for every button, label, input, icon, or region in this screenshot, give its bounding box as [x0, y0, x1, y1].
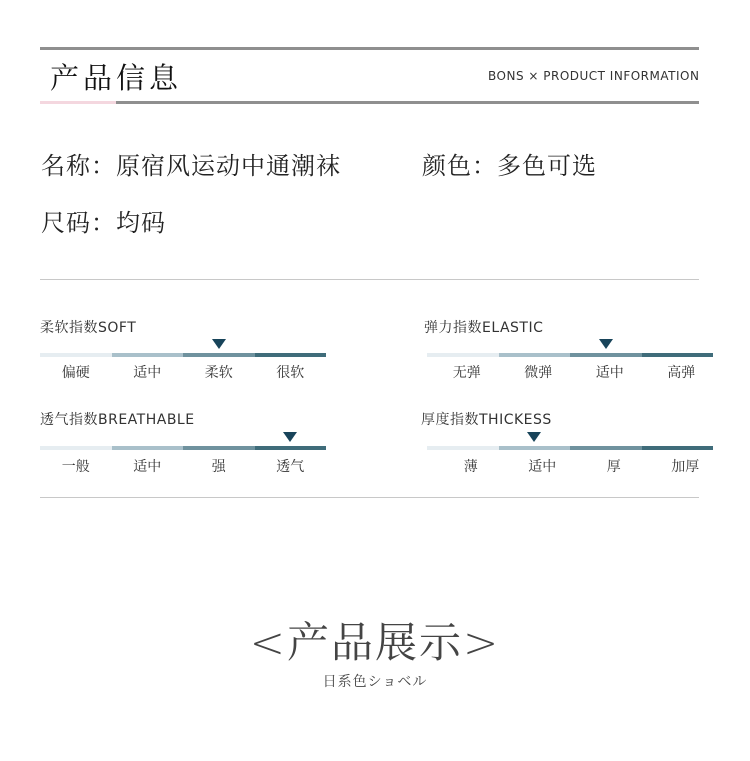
header-accent-rule [40, 101, 116, 104]
showcase-subtitle: 日系色ショベル [322, 674, 428, 690]
elastic-index-scale [427, 353, 713, 357]
scale-segment-1 [40, 446, 112, 450]
elastic-level-2: 微弹 [524, 365, 553, 381]
thickness-index-marker [527, 432, 541, 442]
thickness-index-scale [427, 446, 713, 450]
scale-segment-3 [570, 353, 642, 357]
elastic-index-title: 弹力指数ELASTIC [424, 320, 544, 336]
breathable-level-3: 强 [211, 459, 226, 475]
breathable-level-1: 一般 [61, 459, 90, 475]
product-color: 颜色：多色可选 [422, 152, 597, 180]
scale-segment-3 [183, 353, 255, 357]
breathable-index-marker [283, 432, 297, 442]
breathable-index-title: 透气指数BREATHABLE [40, 412, 195, 428]
header-top-rule [40, 47, 699, 50]
scale-segment-2 [112, 446, 184, 450]
scale-segment-1 [427, 446, 499, 450]
showcase-title: <产品展示> [249, 618, 501, 667]
soft-level-2: 适中 [133, 365, 162, 381]
scale-segment-4 [255, 446, 327, 450]
scale-segment-4 [642, 446, 714, 450]
breathable-level-4: 透气 [276, 459, 305, 475]
breathable-level-2: 适中 [133, 459, 162, 475]
elastic-level-1: 无弹 [452, 365, 481, 381]
thickness-level-3: 厚 [606, 459, 621, 475]
thickness-level-1: 薄 [463, 459, 478, 475]
scale-segment-2 [112, 353, 184, 357]
divider-top [40, 279, 699, 280]
section-title: 产品信息 [50, 61, 183, 95]
scale-segment-4 [642, 353, 714, 357]
elastic-level-4: 高弹 [667, 365, 696, 381]
section-subtitle: BONS × PRODUCT INFORMATION [488, 69, 700, 83]
soft-index-marker [212, 339, 226, 349]
scale-segment-1 [40, 353, 112, 357]
scale-segment-2 [499, 353, 571, 357]
elastic-index-labels [431, 362, 717, 382]
soft-level-4: 很软 [276, 365, 305, 381]
thickness-level-4: 加厚 [671, 459, 700, 475]
breathable-index-scale [40, 446, 326, 450]
thickness-index-labels [435, 456, 721, 476]
scale-segment-2 [499, 446, 571, 450]
header-bottom-rule [116, 101, 699, 104]
soft-index-labels [40, 362, 326, 382]
product-size: 尺码：均码 [41, 209, 166, 237]
soft-level-1: 偏硬 [61, 365, 90, 381]
breathable-index-labels [40, 456, 326, 476]
soft-index-scale [40, 353, 326, 357]
soft-index-title: 柔软指数SOFT [40, 320, 137, 336]
divider-bottom [40, 497, 699, 498]
scale-segment-1 [427, 353, 499, 357]
thickness-index-title: 厚度指数THICKESS [421, 412, 552, 428]
elastic-level-3: 适中 [595, 365, 624, 381]
scale-segment-3 [570, 446, 642, 450]
soft-level-3: 柔软 [204, 365, 233, 381]
elastic-index-marker [599, 339, 613, 349]
scale-segment-3 [183, 446, 255, 450]
scale-segment-4 [255, 353, 327, 357]
thickness-level-2: 适中 [528, 459, 557, 475]
product-name: 名称：原宿风运动中通潮袜 [41, 152, 341, 180]
